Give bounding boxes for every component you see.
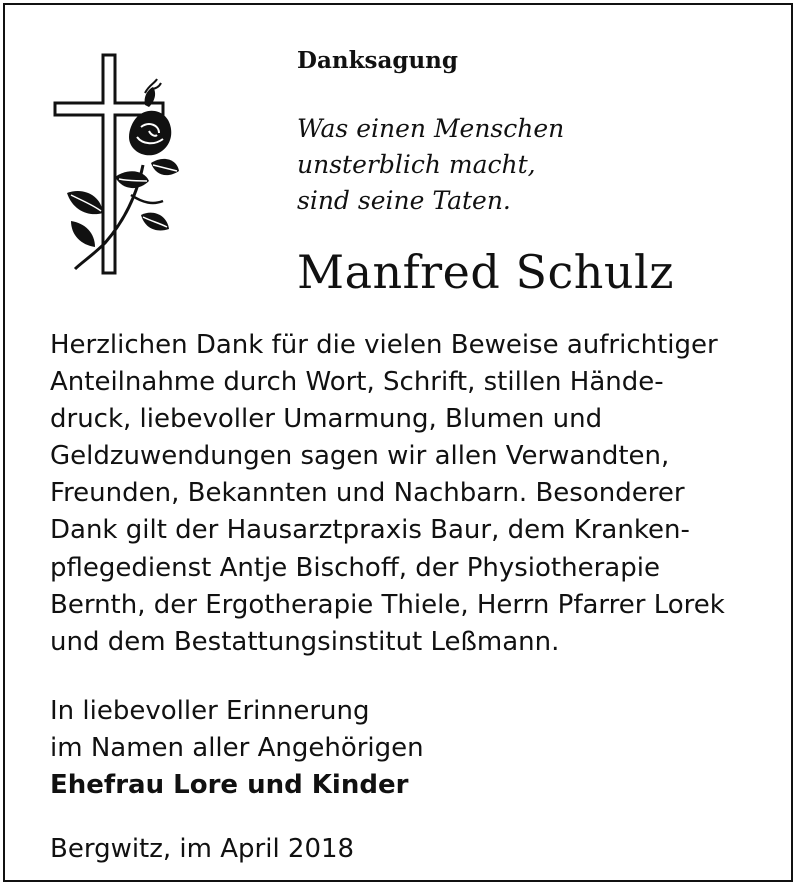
body-line: Bernth, der Ergotherapie Thiele, Herrn Pfarrer Lorek	[50, 589, 725, 620]
closing-block	[50, 693, 424, 804]
body-line: druck, liebevoller Umarmung, Blumen und	[50, 404, 603, 435]
body-line: Anteilnahme durch Wort, Schrift, stillen Hände-	[50, 367, 664, 398]
closing-line: im Namen aller Angehörigen	[50, 733, 424, 763]
closing-line: In liebevoller Erinnerung	[50, 696, 370, 726]
place-and-date: Bergwitz, im April 2018	[50, 834, 355, 864]
signature: Ehefrau Lore und Kinder	[50, 770, 409, 800]
quote-line: Was einen Menschen	[297, 114, 565, 143]
cross-with-rose-icon	[45, 45, 180, 280]
body-line: und dem Bestattungsinstitut Leßmann.	[50, 626, 560, 657]
notice-heading: Danksagung	[297, 47, 458, 74]
thanks-paragraph	[50, 327, 790, 661]
memorial-quote	[297, 111, 564, 219]
body-line: Dank gilt der Hausarztpraxis Baur, dem Kranken-	[50, 515, 690, 546]
body-line: pflegedienst Antje Bischoff, der Physiotherapie	[50, 552, 660, 583]
quote-line: unsterblich macht,	[297, 150, 536, 179]
obituary-notice	[3, 3, 793, 882]
deceased-name: Manfred Schulz	[297, 245, 674, 299]
body-line: Geldzuwendungen sagen wir allen Verwandten,	[50, 441, 670, 472]
quote-line: sind seine Taten.	[297, 186, 511, 215]
body-line: Herzlichen Dank für die vielen Beweise aufrichtiger	[50, 330, 718, 360]
body-line: Freunden, Bekannten und Nachbarn. Besonderer	[50, 478, 685, 509]
